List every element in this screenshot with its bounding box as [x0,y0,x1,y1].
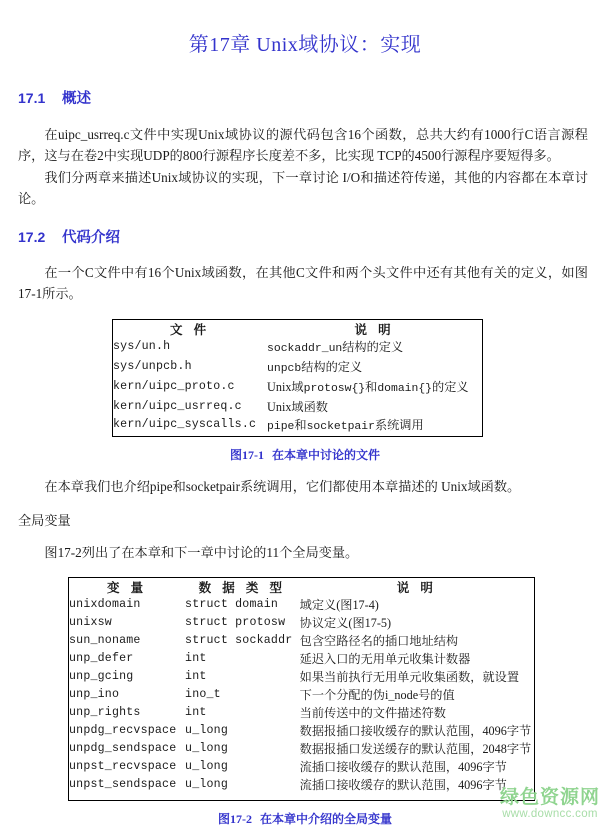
caption-text: 在本章中讨论的文件 [271,447,380,462]
figure-caption-17-1 [0,446,610,463]
cell-desc: 延迟入口的无用单元收集计数器 [299,651,471,666]
code-fragment: protosw{} [303,383,366,395]
cell-file: kern/uipc_proto.c [113,380,235,393]
table-row [69,650,535,668]
cell-variable: unpdg_recvspace [69,723,177,737]
table-row [69,704,535,722]
cell-variable: unpst_recvspace [69,759,177,773]
table-row [113,398,483,416]
cell-file: sys/un.h [113,340,171,354]
cell-file: kern/uipc_usrreq.c [113,399,242,413]
cell-desc [267,338,482,358]
cell-datatype: int [185,669,207,683]
table-row [113,358,483,378]
desc-text: 结构的定义 [301,360,363,375]
cell-datatype: int [185,705,207,719]
col-header-datatype: 数 据 类 型 [198,580,287,595]
cell-variable: unp_rights [69,705,141,719]
cell-desc: 数据报插口发送缓存的默认范围，2048字节 [299,741,532,756]
paragraph-17-1-a: 在uipc_usrreq.c文件中实现Unix域协议的源代码包含16个函数，总共大约有1000行C语言源程序，这与在卷2中实现UDP的800行源程序长度差不多，比实现 TCP的4500行源程序要短得多。 [18,127,588,164]
col-header-file: 文 件 [169,323,211,338]
paragraph-after-fig1: 在本章我们也介绍pipe和socketpair系统调用，它们都使用本章描述的 Unix域函数。 [44,478,521,494]
section-heading-17-2 [0,226,610,247]
paragraph-17-2-a: 在一个C文件中有16个Unix域函数，在其他C文件和两个头文件中还有其他有关的定义，如图17-1所示。 [18,264,588,301]
watermark-site-name: 绿色资源网 [499,786,600,808]
table-row [69,614,535,632]
cell-file: kern/uipc_syscalls.c [113,417,257,431]
desc-text: 结构的定义 [342,340,404,355]
figure-17-1 [0,319,610,463]
table-row [113,416,483,436]
section-number: 17.1 [18,90,46,106]
cell-variable: unpst_sendspace [69,778,177,792]
watermark [500,788,600,821]
caption-text: 在本章中介绍的全局变量 [259,812,392,827]
table-row [69,740,535,758]
file-table [112,319,483,437]
desc-text: 系统调用 [374,417,424,432]
table-row [69,596,535,614]
caption-number: 图17-1 [229,447,264,462]
table-row [113,338,483,358]
cell-desc: 如果当前执行无用单元收集函数，就设置 [299,669,520,684]
desc-text: 的定义 [432,380,469,394]
cell-variable: sun_noname [69,633,141,647]
col-header-desc: 说 明 [396,580,437,595]
cell-datatype: struct domain [185,597,279,611]
cell-datatype: int [185,651,207,665]
cell-datatype: struct sockaddr [185,633,293,647]
section-number: 17.2 [18,228,46,245]
cell-desc [267,398,482,416]
cell-desc: 数据报插口接收缓存的默认范围，4096字节 [299,723,532,738]
chapter-title: 第17章 Unix域协议：实现 [188,34,422,56]
cell-datatype: u_long [185,778,228,792]
cell-desc: 下一个分配的伪i_node号的值 [299,687,455,702]
cell-desc: 流插口接收缓存的默认范围，4096字节 [299,759,507,774]
desc-prefix: Unix域函数 [267,399,328,414]
table-header-row [69,577,535,596]
cell-datatype: ino_t [185,687,221,701]
cell-desc [267,358,482,378]
cell-file: sys/unpcb.h [113,360,192,374]
section-title: 概述 [62,91,91,107]
code-fragment: pipe [267,420,295,433]
desc-middle: 和 [294,417,307,432]
paragraph-17-1-b: 我们分两章来描述Unix域协议的实现，下一章讨论 I/O和描述符传递，其他的内容都在本章讨论。 [18,169,588,207]
cell-datatype: u_long [185,759,228,773]
section-heading-17-1 [0,87,610,108]
table-row [69,668,535,686]
cell-variable: unp_defer [69,651,134,665]
cell-variable: unixsw [69,615,112,629]
code-fragment-2: domain{} [377,383,433,395]
code-fragment: unpcb [267,363,302,376]
table-header-row [113,320,483,339]
table-row [69,686,535,704]
cell-desc [267,378,482,398]
watermark-url: www.downcc.com [502,807,598,820]
table-row [69,776,535,801]
cell-desc: 流插口接收缓存的默认范围，4096字节 [299,778,507,793]
table-row [69,758,535,776]
code-fragment: sockaddr_un [267,343,343,356]
cell-datatype: u_long [185,723,228,737]
cell-desc: 协议定义(图17-5) [299,615,392,630]
desc-prefix: Unix域 [267,380,304,394]
table-row [69,632,535,650]
code-fragment-2: socketpair [306,420,375,433]
cell-desc: 当前传送中的文件描述符数 [299,705,446,720]
globals-table [68,577,535,802]
cell-desc: 包含空路径名的插口地址结构 [299,633,459,648]
desc-middle: 和 [365,380,378,394]
cell-variable: unpdg_sendspace [69,741,177,755]
table-row [69,722,535,740]
cell-desc: 域定义(图17-4) [299,597,379,612]
section-title: 代码介绍 [62,229,120,246]
caption-number: 图17-2 [217,812,252,827]
cell-desc [267,416,482,436]
table-row [113,378,483,398]
cell-variable: unp_ino [69,687,120,701]
cell-variable: unp_gcing [69,669,134,683]
cell-datatype: u_long [185,741,228,755]
col-header-desc: 说 明 [354,323,395,338]
cell-datatype: struct protosw [185,615,286,629]
paragraph-globals-intro: 图17-2列出了在本章和下一章中讨论的11个全局变量。 [44,545,359,561]
cell-variable: unixdomain [69,597,141,611]
col-header-variable: 变 量 [106,580,148,595]
subheading-global-variables: 全局变量 [18,513,71,529]
